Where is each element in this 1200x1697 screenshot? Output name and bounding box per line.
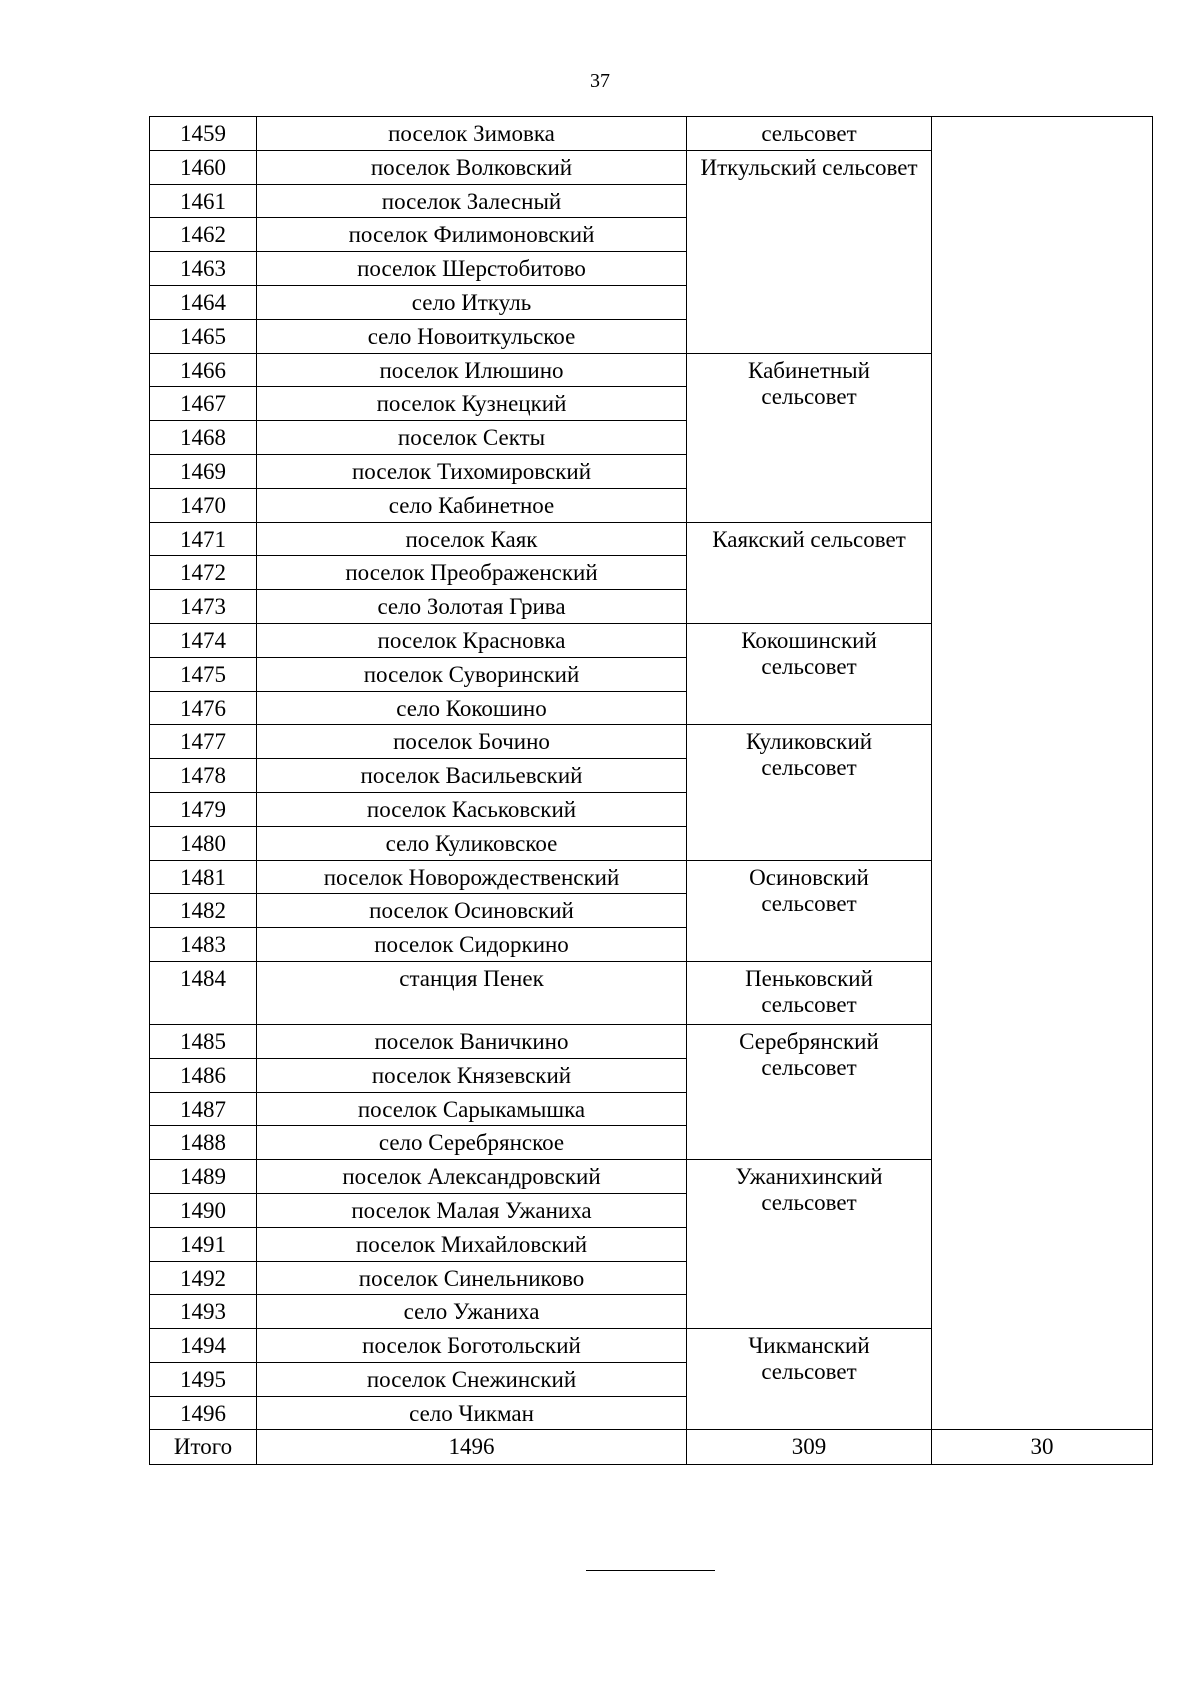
council-line: сельсовет <box>761 890 857 916</box>
row-number: 1470 <box>150 488 257 522</box>
row-number: 1490 <box>150 1193 257 1227</box>
settlement-name: поселок Преображенский <box>257 556 687 590</box>
settlement-name: поселок Залесный <box>257 184 687 218</box>
row-number: 1469 <box>150 454 257 488</box>
row-number: 1471 <box>150 522 257 556</box>
total-districts: 30 <box>932 1430 1153 1465</box>
row-number: 1460 <box>150 150 257 184</box>
end-divider <box>586 1570 715 1571</box>
settlement-name: поселок Боготольский <box>257 1329 687 1363</box>
row-number: 1477 <box>150 725 257 759</box>
row-number: 1480 <box>150 826 257 860</box>
row-number: 1459 <box>150 117 257 151</box>
settlement-name: поселок Александровский <box>257 1160 687 1194</box>
row-number: 1482 <box>150 894 257 928</box>
council-line: Осиновский <box>749 864 869 890</box>
row-number: 1492 <box>150 1261 257 1295</box>
settlement-name: поселок Илюшино <box>257 353 687 387</box>
settlement-name: поселок Новорождественский <box>257 860 687 894</box>
row-number: 1494 <box>150 1329 257 1363</box>
row-number: 1464 <box>150 285 257 319</box>
settlement-name: поселок Филимоновский <box>257 218 687 252</box>
settlement-name: поселок Тихомировский <box>257 454 687 488</box>
council-name: сельсовет <box>687 117 932 151</box>
council-name <box>687 623 932 724</box>
row-number: 1491 <box>150 1227 257 1261</box>
council-line: Кокошинский <box>741 627 877 653</box>
settlement-name: поселок Каськовский <box>257 792 687 826</box>
total-label: Итого <box>150 1430 257 1465</box>
settlement-name: село Золотая Грива <box>257 590 687 624</box>
settlement-name: поселок Малая Ужаниха <box>257 1193 687 1227</box>
settlement-name: поселок Кузнецкий <box>257 387 687 421</box>
council-line: Кабинетный <box>748 357 870 383</box>
council-line: Ужанихинский <box>735 1164 883 1190</box>
row-number: 1475 <box>150 657 257 691</box>
council-line: сельсовет <box>761 1359 857 1385</box>
settlement-name: село Иткуль <box>257 285 687 319</box>
council-name <box>687 860 932 961</box>
council-name <box>687 1329 932 1430</box>
council-name <box>687 961 932 1024</box>
row-number: 1485 <box>150 1024 257 1058</box>
settlement-name: поселок Бочино <box>257 725 687 759</box>
settlement-name: село Кабинетное <box>257 488 687 522</box>
settlement-name: поселок Синельниково <box>257 1261 687 1295</box>
row-number: 1474 <box>150 623 257 657</box>
district-cell <box>932 117 1153 1430</box>
settlement-name: поселок Зимовка <box>257 117 687 151</box>
settlement-name: село Куликовское <box>257 826 687 860</box>
table-row <box>150 117 1153 151</box>
row-number: 1472 <box>150 556 257 590</box>
settlement-name: поселок Шерстобитово <box>257 252 687 286</box>
settlement-name: село Новоиткульское <box>257 319 687 353</box>
row-number: 1473 <box>150 590 257 624</box>
row-number: 1465 <box>150 319 257 353</box>
row-number: 1461 <box>150 184 257 218</box>
council-line: Серебрянский <box>739 1028 879 1054</box>
row-number: 1488 <box>150 1126 257 1160</box>
row-number: 1468 <box>150 421 257 455</box>
settlement-name: село Чикман <box>257 1396 687 1430</box>
settlement-name: станция Пенек <box>257 961 687 1024</box>
settlement-name: село Серебрянское <box>257 1126 687 1160</box>
settlement-name: село Кокошино <box>257 691 687 725</box>
settlement-name: поселок Секты <box>257 421 687 455</box>
council-name <box>687 725 932 860</box>
council-name <box>687 1160 932 1329</box>
council-name: Иткульский сельсовет <box>687 150 932 353</box>
council-line: сельсовет <box>761 991 857 1017</box>
total-settlements: 1496 <box>257 1430 687 1465</box>
row-number: 1483 <box>150 928 257 962</box>
council-line: Куликовский <box>745 729 873 755</box>
row-number: 1489 <box>150 1160 257 1194</box>
row-number: 1462 <box>150 218 257 252</box>
row-number: 1478 <box>150 759 257 793</box>
settlement-name: поселок Каяк <box>257 522 687 556</box>
row-number: 1476 <box>150 691 257 725</box>
council-name: Каякский сельсовет <box>687 522 932 623</box>
settlement-name: поселок Михайловский <box>257 1227 687 1261</box>
row-number: 1463 <box>150 252 257 286</box>
row-number: 1467 <box>150 387 257 421</box>
settlements-table <box>149 116 1153 1465</box>
council-line: сельсовет <box>761 1054 857 1080</box>
settlement-name: поселок Князевский <box>257 1058 687 1092</box>
settlement-name: поселок Сарыкамышка <box>257 1092 687 1126</box>
settlement-name: поселок Ваничкино <box>257 1024 687 1058</box>
row-number: 1495 <box>150 1362 257 1396</box>
settlement-name: село Ужаниха <box>257 1295 687 1329</box>
council-line: сельсовет <box>761 383 857 409</box>
total-row <box>150 1430 1153 1465</box>
row-number: 1466 <box>150 353 257 387</box>
page-number: 37 <box>590 70 610 92</box>
row-number: 1493 <box>150 1295 257 1329</box>
row-number: 1481 <box>150 860 257 894</box>
settlement-name: поселок Снежинский <box>257 1362 687 1396</box>
council-line: Чикманский <box>748 1333 870 1359</box>
settlement-name: поселок Красновка <box>257 623 687 657</box>
row-number: 1484 <box>150 961 257 1024</box>
settlement-name: поселок Васильевский <box>257 759 687 793</box>
row-number: 1486 <box>150 1058 257 1092</box>
council-line: сельсовет <box>761 755 857 781</box>
row-number: 1496 <box>150 1396 257 1430</box>
row-number: 1487 <box>150 1092 257 1126</box>
settlement-name: поселок Осиновский <box>257 894 687 928</box>
settlement-name: поселок Сидоркино <box>257 928 687 962</box>
settlement-name: поселок Суворинский <box>257 657 687 691</box>
row-number: 1479 <box>150 792 257 826</box>
council-line: сельсовет <box>761 653 857 679</box>
total-councils: 309 <box>687 1430 932 1465</box>
council-name <box>687 353 932 522</box>
settlement-name: поселок Волковский <box>257 150 687 184</box>
council-line: Пеньковский <box>745 965 873 991</box>
council-line: сельсовет <box>761 1190 857 1216</box>
council-name <box>687 1024 932 1159</box>
